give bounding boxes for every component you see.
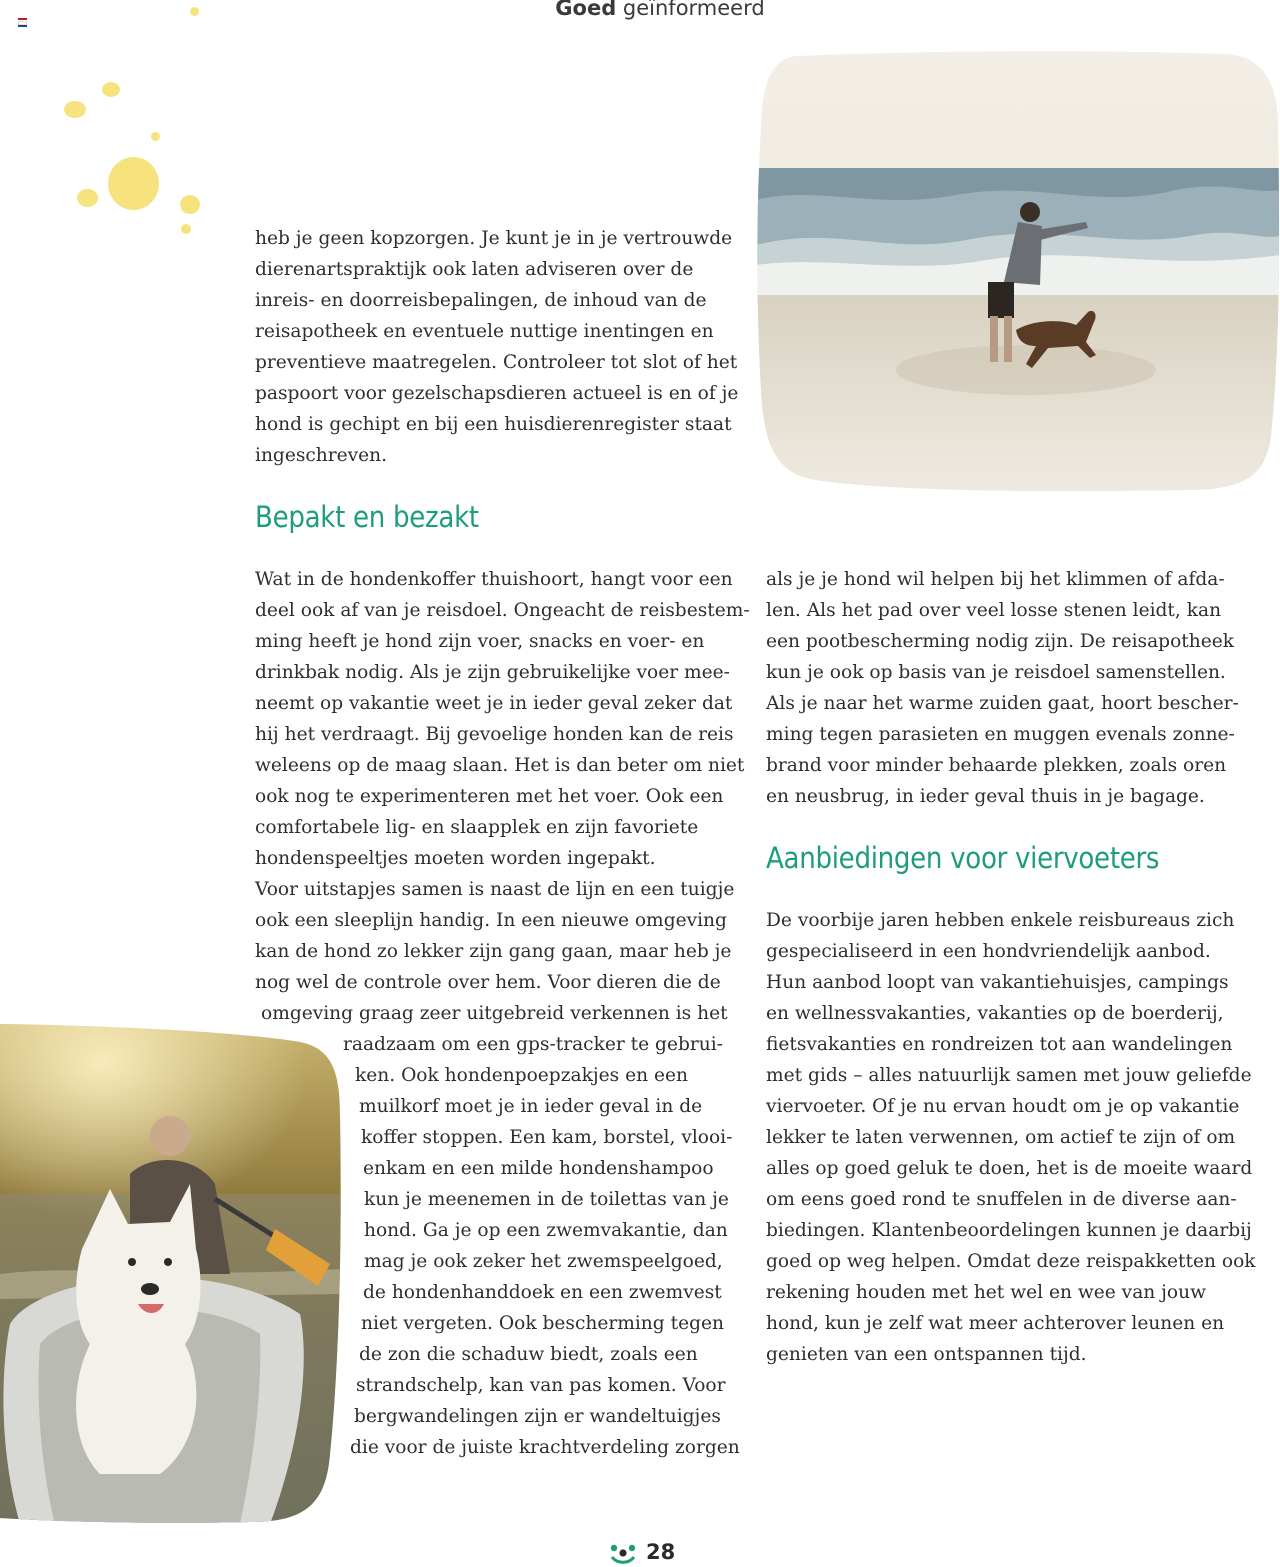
text-line: preventieve maatregelen. Controleer tot slot of het	[255, 352, 738, 373]
text-line: goed op weg helpen. Omdat deze reispakketten ook	[766, 1251, 1256, 1272]
header-title-light: geïnformeerd	[616, 0, 765, 20]
text-line: kun je meenemen in de toilettas van je	[364, 1189, 729, 1210]
header-title-bold: Goed	[555, 0, 617, 20]
flag-icon	[18, 18, 27, 25]
section-heading-bepakt: Bepakt en bezakt	[255, 500, 479, 534]
text-line: en wellnessvakanties, vakanties op de boerderij,	[766, 1003, 1224, 1024]
text-line: neemt op vakantie weet je in ieder geval zeker dat	[255, 693, 733, 714]
text-line: genieten van een ontspannen tijd.	[766, 1344, 1087, 1365]
text-line: hij het verdraagt. Bij gevoelige honden kan de reis	[255, 724, 734, 745]
text-line: inreis- en doorreisbepalingen, de inhoud van de	[255, 290, 707, 311]
text-line: paspoort voor gezelschapsdieren actueel is en of je	[255, 383, 739, 404]
text-line: muilkorf moet je in ieder geval in de	[359, 1096, 703, 1117]
text-line: Hun aanbod loopt van vakantiehuisjes, campings	[766, 972, 1229, 993]
canoe-dog-photo	[0, 1024, 342, 1524]
text-line: deel ook af van je reisdoel. Ongeacht de reisbestem-	[255, 600, 750, 621]
text-line: ook nog te experimenteren met het voer. Ook een	[255, 786, 724, 807]
text-line: hond, kun je zelf wat meer achterover leunen en	[766, 1313, 1225, 1334]
text-line: Wat in de hondenkoffer thuishoort, hangt voor een	[255, 569, 733, 590]
text-line: ook een sleeplijn handig. In een nieuwe omgeving	[255, 910, 727, 931]
text-line: die voor de juiste krachtverdeling zorgen	[350, 1437, 740, 1458]
text-line: koffer stoppen. Een kam, borstel, vlooi-	[361, 1127, 733, 1148]
text-line: weleens op de maag slaan. Het is dan beter om niet	[255, 755, 745, 776]
text-line: als je je hond wil helpen bij het klimmen of afda-	[766, 569, 1225, 590]
text-line: kan de hond zo lekker zijn gang gaan, maar heb je	[255, 941, 732, 962]
text-line: reisapotheek en eventuele nuttige inentingen en	[255, 321, 714, 342]
text-line: gespecialiseerd in een hondvriendelijk aanbod.	[766, 941, 1211, 962]
text-line: mag je ook zeker het zwemspeelgoed,	[364, 1251, 723, 1272]
text-line: omgeving graag zeer uitgebreid verkennen is het	[261, 1003, 728, 1024]
page-number: 28	[646, 1540, 676, 1564]
text-line: rekening houden met het wel en wee van jouw	[766, 1282, 1207, 1303]
text-line: lekker te laten verwennen, om actief te zijn of om	[766, 1127, 1236, 1148]
text-line: viervoeter. Of je nu ervan houdt om je op vakantie	[766, 1096, 1240, 1117]
brand-logo-icon	[608, 1542, 638, 1566]
text-line: bergwandelingen zijn er wandeltuigjes	[354, 1406, 721, 1427]
text-line: met gids – alles natuurlijk samen met jouw geliefde	[766, 1065, 1252, 1086]
text-line: hond is gechipt en bij een huisdierenregister staat	[255, 414, 732, 435]
text-line: heb je geen kopzorgen. Je kunt je in je vertrouwde	[255, 228, 733, 249]
text-line: hondenspeeltjes moeten worden ingepakt.	[255, 848, 656, 869]
text-line: de hondenhanddoek en een zwemvest	[363, 1282, 722, 1303]
text-line: en neusbrug, in ieder geval thuis in je bagage.	[766, 786, 1205, 807]
text-line: alles op goed geluk te doen, het is de moeite waard	[766, 1158, 1253, 1179]
text-line: ming heeft je hond zijn voer, snacks en voer- en	[255, 631, 705, 652]
section2-paragraph	[766, 905, 1256, 1370]
text-line: strandschelp, kan van pas komen. Voor	[356, 1375, 726, 1396]
text-line: nog wel de controle over hem. Voor dieren die de	[255, 972, 721, 993]
text-line: Als je naar het warme zuiden gaat, hoort bescher-	[766, 693, 1239, 714]
text-line: comfortabele lig- en slaapplek en zijn favoriete	[255, 817, 699, 838]
text-line: niet vergeten. Ook bescherming tegen	[361, 1313, 724, 1334]
text-line: hond. Ga je op een zwemvakantie, dan	[364, 1220, 728, 1241]
text-line: ingeschreven.	[255, 445, 388, 466]
text-line: dierenartspraktijk ook laten adviseren over de	[255, 259, 694, 280]
text-line: Voor uitstapjes samen is naast de lijn en een tuigje	[255, 879, 735, 900]
text-line: om eens goed rond te snuffelen in de diverse aan-	[766, 1189, 1237, 1210]
text-line: biedingen. Klantenbeoordelingen kunnen je daarbij	[766, 1220, 1252, 1241]
text-line: enkam en een milde hondenshampoo	[363, 1158, 714, 1179]
text-line: ken. Ook hondenpoepzakjes en een	[355, 1065, 688, 1086]
section-heading-aanbiedingen: Aanbiedingen voor viervoeters	[766, 841, 1160, 875]
section1-right-column	[766, 564, 1239, 812]
beach-photo	[756, 50, 1280, 492]
text-line: fietsvakanties en rondreizen tot aan wandelingen	[766, 1034, 1233, 1055]
intro-paragraph	[255, 223, 738, 471]
text-line: ming tegen parasieten en muggen evenals zonne-	[766, 724, 1235, 745]
text-line: len. Als het pad over veel losse stenen leidt, kan	[766, 600, 1222, 621]
text-line: De voorbije jaren hebben enkele reisbureaus zich	[766, 910, 1235, 931]
text-line: brand voor minder behaarde plekken, zoals oren	[766, 755, 1227, 776]
text-line: drinkbak nodig. Als je zijn gebruikelijke voer mee-	[255, 662, 730, 683]
text-line: kun je ook op basis van je reisdoel samenstellen.	[766, 662, 1226, 683]
text-line: een pootbescherming nodig zijn. De reisapotheek	[766, 631, 1234, 652]
text-line: de zon die schaduw biedt, zoals een	[359, 1344, 698, 1365]
text-line: raadzaam om een gps-tracker te gebrui-	[343, 1034, 723, 1055]
